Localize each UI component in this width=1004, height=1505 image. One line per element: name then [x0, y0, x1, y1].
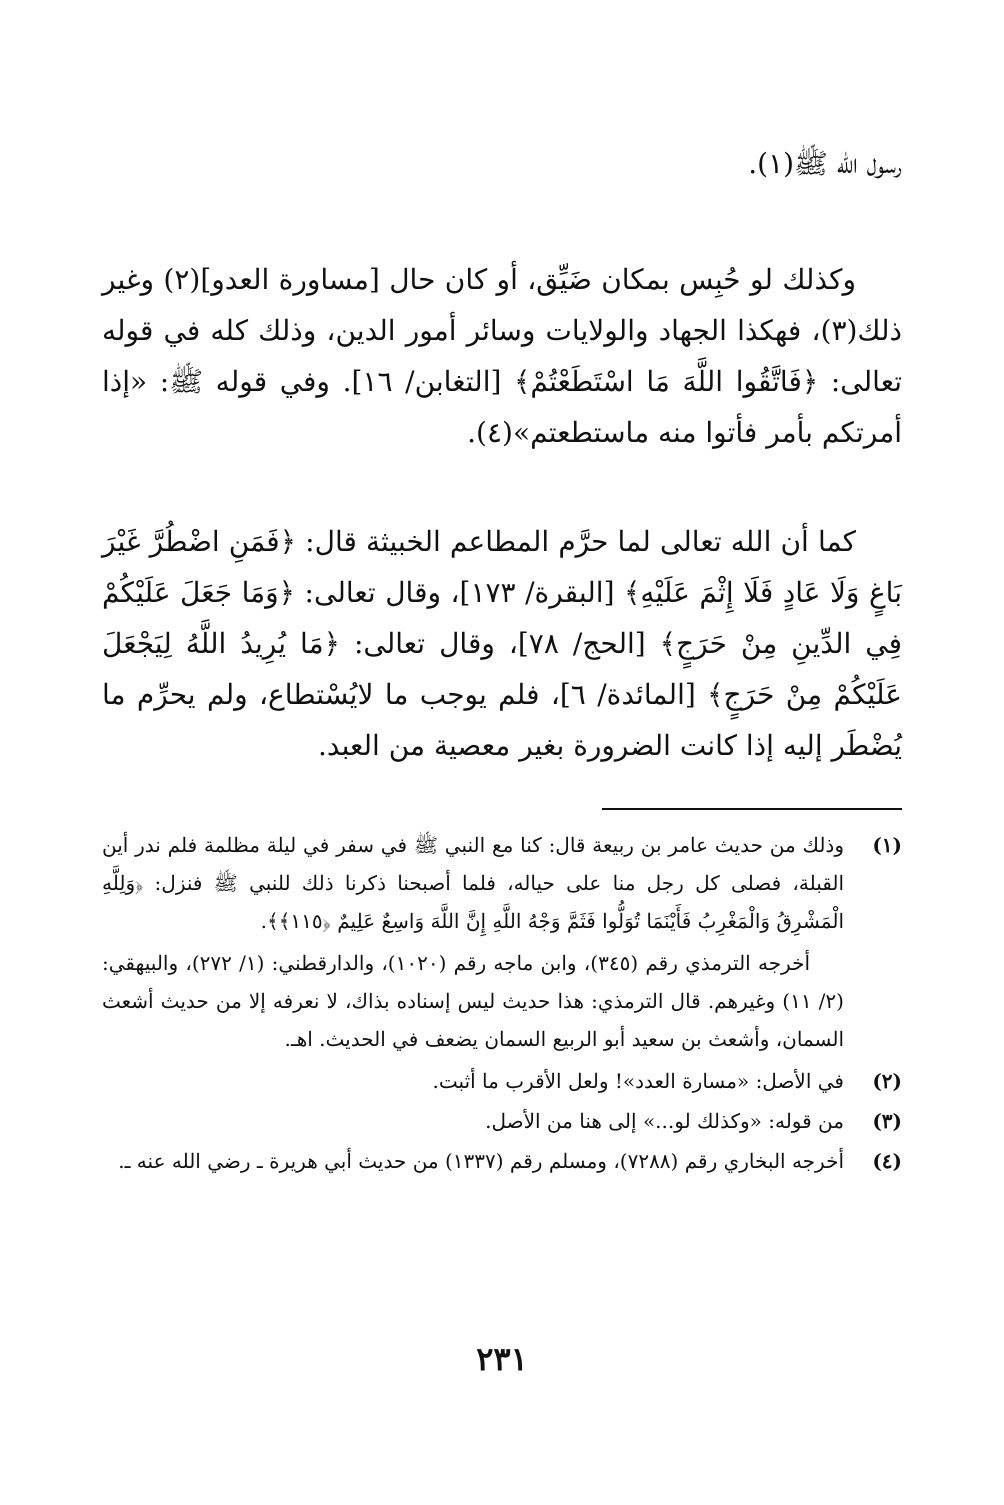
footnote-3 — [102, 1102, 902, 1140]
footnote-text: وذلك من حديث عامر بن ربيعة قال: كنا مع النبي ﷺ في سفر في ليلة مظلمة فلم ندر أين القبلة، فصلى كل رجل منا على حياله، فلما أصبحنا ذكرنا ذلك للنبي ﷺ فنزل: ﴿وَلِلَّهِ الْمَشْرِقُ وَالْمَغْرِبُ فَأَيْنَمَا تُوَلُّوا فَثَمَّ وَجْهُ اللَّهِ إِنَّ اللَّهَ وَاسِعٌ عَلِيمٌ ﴿١١٥﴾﴾. — [102, 833, 845, 933]
footnote-text: في الأصل: «مسارة العدد»! ولعل الأقرب ما أثبت. — [432, 1069, 844, 1093]
footnote-separator — [602, 808, 902, 810]
footnote-number: (٤) — [872, 1149, 902, 1173]
footnote-number: (٢) — [872, 1069, 902, 1093]
footnote-number: (٣) — [872, 1109, 902, 1133]
footnotes — [102, 826, 902, 1182]
continuation-line: رسول الله ﷺ(١). — [748, 147, 902, 180]
page-number: ٢٣١ — [476, 1340, 528, 1378]
paragraph-2: كما أن الله تعالى لما حرَّم المطاعم الخبيثة قال: ﴿فَمَنِ اضْطُرَّ غَيْرَ بَاغٍ وَلَا عَادٍ فَلَا إِثْمَ عَلَيْهِ﴾ [البقرة/ ١٧٣]، وقال تعالى: ﴿وَمَا جَعَلَ عَلَيْكُمْ فِي الدِّينِ مِنْ حَرَجٍ﴾ [الحج/ ٧٨]، وقال تعالى: ﴿مَا يُرِيدُ اللَّهُ لِيَجْعَلَ عَلَيْكُمْ مِنْ حَرَجٍ﴾ [المائدة/ ٦]، فلم يوجب ما لايُسْتطاع، ولم يحرِّم ما يُضْطَر إليه إذا كانت الضرورة بغير معصية من العبد. — [102, 525, 902, 762]
footnote-text: أخرجه البخاري رقم (٧٢٨٨)، ومسلم رقم (١٣٣٧) من حديث أبي هريرة ـ رضي الله عنه ـ. — [118, 1149, 844, 1173]
footnote-number: (١) — [872, 833, 902, 857]
footnote-2 — [102, 1062, 902, 1100]
footnote-1-source: أخرجه الترمذي رقم (٣٤٥)، وابن ماجه رقم (١٠٢٠)، والدارقطني: (١/ ٢٧٢)، والبيهقي: (٢/ ١١) وغيرهم. قال الترمذي: هذا حديث ليس إسناده بذاك، لا نعرفه إلا من حديث أشعث السمان، وأشعث بن سعيد أبو الربيع السمان يضعف في الحديث. اهـ. — [102, 951, 844, 1051]
footnote-1 — [102, 826, 902, 940]
footnote-4 — [102, 1142, 902, 1180]
footnote-text: من قوله: «وكذلك لو...» إلى هنا من الأصل. — [485, 1109, 844, 1133]
paragraph-1: وكذلك لو حُبِس بمكان ضَيِّق، أو كان حال [مساورة العدو](٢) وغير ذلك(٣)، فهكذا الجهاد والولايات وسائر أمور الدين، وذلك كله في قوله تعالى: ﴿فَاتَّقُوا اللَّهَ مَا اسْتَطَعْتُمْ﴾ [التغابن/ ١٦]. وفي قوله ﷺ: «إذا أمرتكم بأمر فأتوا منه ماستطعتم»(٤). — [102, 263, 903, 449]
